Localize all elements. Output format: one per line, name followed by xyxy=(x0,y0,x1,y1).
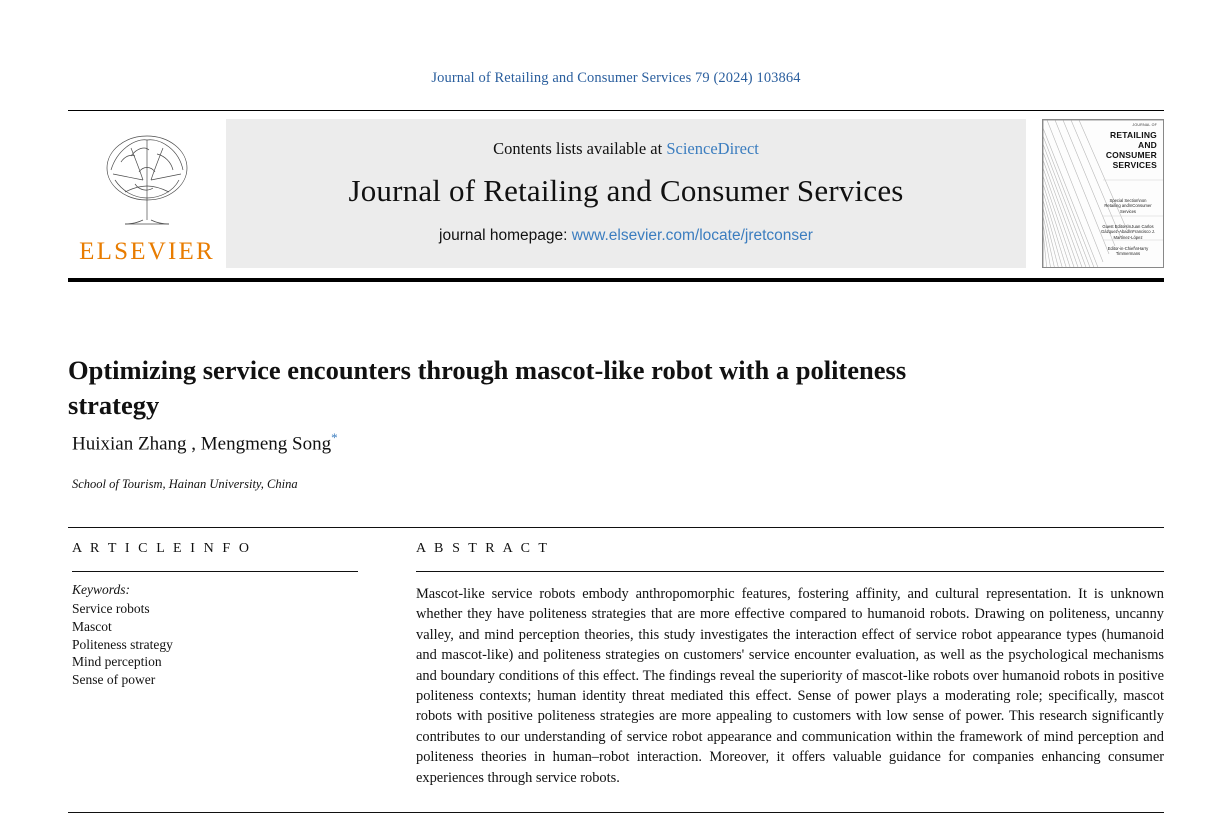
cover-title-line-2: AND xyxy=(1137,140,1157,150)
keywords-label: Keywords: xyxy=(72,582,130,597)
elsevier-tree-icon xyxy=(91,128,203,236)
journal-title: Journal of Retailing and Consumer Services xyxy=(348,172,904,208)
homepage-line xyxy=(439,227,813,245)
journal-cover-thumbnail xyxy=(1042,119,1164,268)
article-info-divider xyxy=(72,571,358,572)
page-title: Optimizing service encounters through mascot-like robot with a politeness strategy xyxy=(68,354,907,420)
running-head: Journal of Retailing and Consumer Services 79 (2024) 103864 xyxy=(431,70,801,86)
cover-title-line-4: SERVICES xyxy=(1112,160,1157,170)
journal-homepage-link[interactable]: www.elsevier.com/locate/jretconser xyxy=(571,226,813,244)
masthead-center xyxy=(226,119,1026,268)
contents-line xyxy=(493,139,759,159)
article-info-column xyxy=(72,541,358,689)
cover-title-line-1: RETAILING xyxy=(1110,130,1157,140)
author-list xyxy=(72,430,338,455)
list-item: Mind perception xyxy=(72,654,162,670)
elsevier-wordmark: ELSEVIER xyxy=(79,237,215,265)
keywords-list xyxy=(72,600,358,689)
abstract-divider xyxy=(416,571,1164,572)
list-item: Politeness strategy xyxy=(72,636,173,652)
abstract-text: Mascot-like service robots embody anthropomorphic features, fostering affinity, and cultural representation. It is unknown whether they have politeness strategies that are more effective compared to humanoid robots. Drawing on politeness, uncanny valley, and mind perception theories, this study investigates the interaction effect of service robot appearance types (humanoid and mascot-like) and politeness strategies on customers' service encounter evaluation, as well as the psychological mechanisms and boundary conditions of this effect. The findings reveal the superiority of mascot-like robots over humanoid robots in positive politeness contexts; human identity threat mediated this effect. Sense of power plays a moderating role; specifically, mascot robots with positive politeness strategies are more appealing to customers with low sense of power. This research significantly contributes to our understanding of service robot appearance and communication within the framework of mind perception and politeness theories in human–robot interaction. Moreover, it offers valuable guidance for companies enhancing consumer experiences through service robots. xyxy=(416,586,1164,786)
cover-sub-2: Guest Editors\nJuan Carlos Gázquez-Abad\nFrancisco J. Martínez-López xyxy=(1101,224,1155,240)
abstract-heading: A B S T R A C T xyxy=(416,541,550,556)
sciencedirect-link[interactable]: ScienceDirect xyxy=(666,138,759,158)
cover-top-label: JOURNAL OF xyxy=(1132,123,1157,127)
divider-top xyxy=(68,527,1164,528)
homepage-prefix: journal homepage: xyxy=(439,226,572,244)
affiliation: School of Tourism, Hainan University, China xyxy=(72,477,298,491)
divider-bottom xyxy=(68,812,1164,813)
cover-sub-3: Editor-in-Chief\nHarry Timmermans xyxy=(1107,246,1149,257)
list-item: Sense of power xyxy=(72,672,156,688)
authors-names: Huixian Zhang , Mengmeng Song xyxy=(72,433,332,455)
list-item: Mascot xyxy=(72,618,112,634)
elsevier-logo xyxy=(68,111,226,278)
corresponding-author-marker: * xyxy=(331,430,338,445)
contents-prefix: Contents lists available at xyxy=(493,138,667,158)
cover-sub-1: Special Section\non Retailing and\nConsumer Services xyxy=(1104,198,1152,214)
cover-title-line-3: CONSUMER xyxy=(1105,150,1157,160)
article-info-heading: A R T I C L E I N F O xyxy=(72,541,252,556)
list-item: Service robots xyxy=(72,601,150,616)
abstract-column xyxy=(416,541,1164,802)
journal-masthead xyxy=(68,110,1164,282)
cover-title xyxy=(1095,130,1157,170)
